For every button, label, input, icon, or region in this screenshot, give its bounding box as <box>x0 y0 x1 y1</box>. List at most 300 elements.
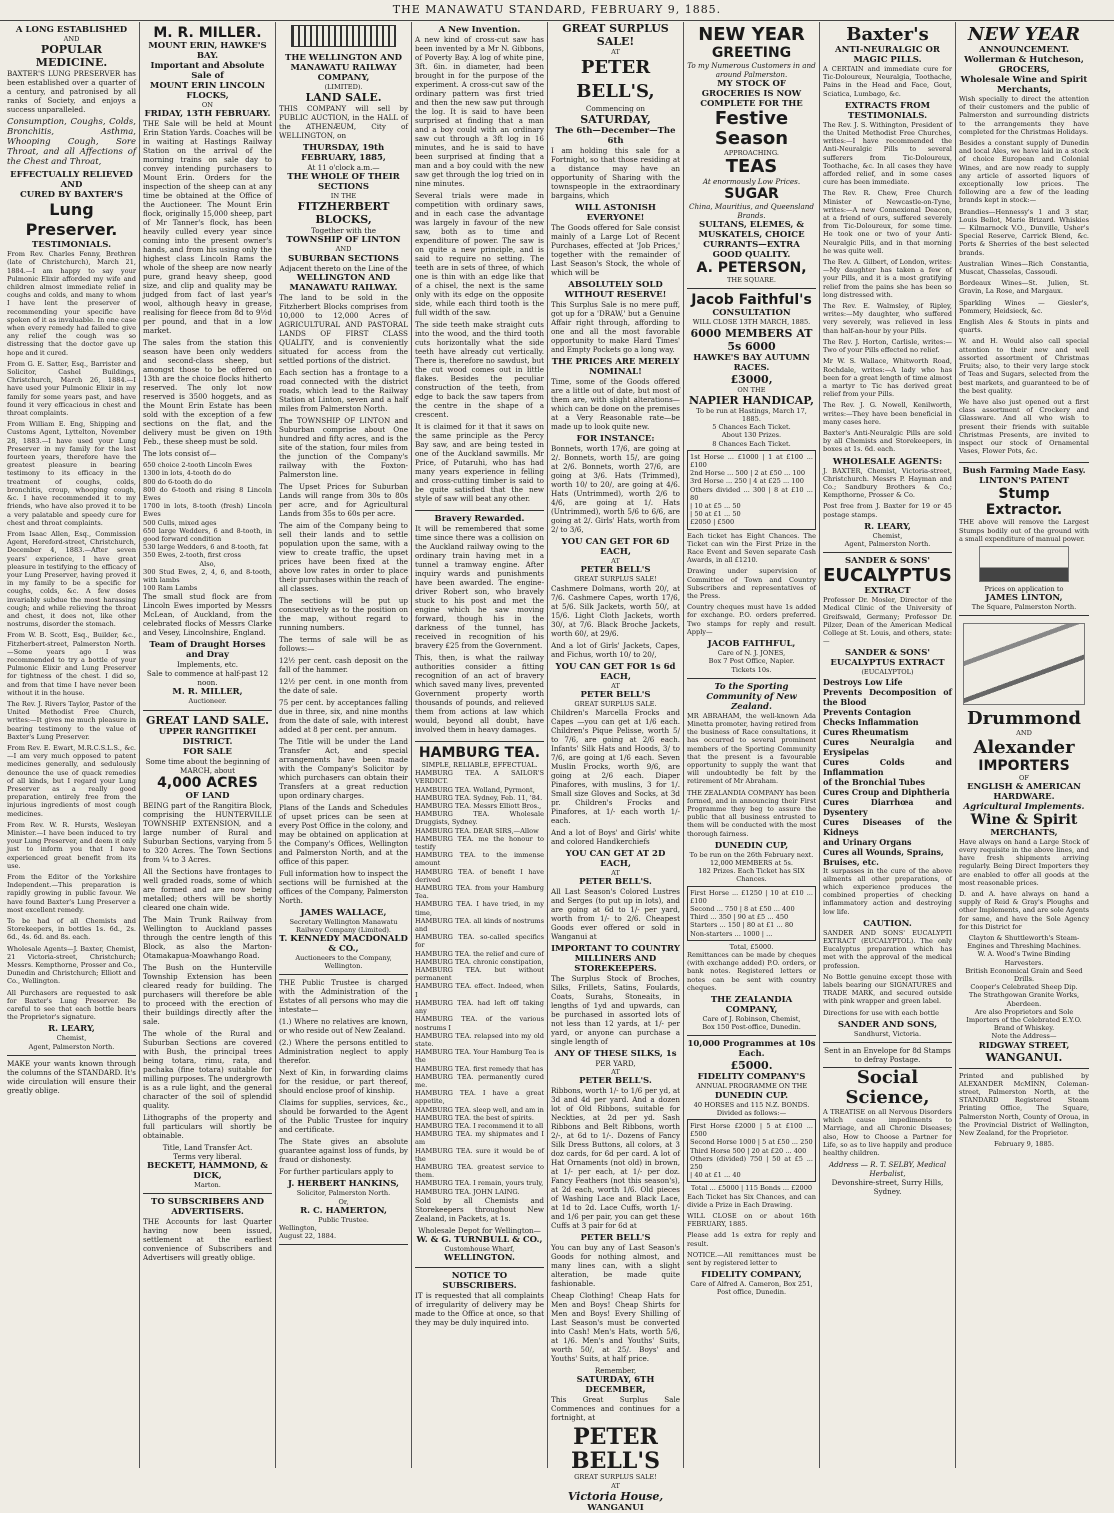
notice-text: IT is requested that all complaints of irregularity of delivery may be made to the Office at once, so that they may be duly inquired into. <box>415 1290 544 1327</box>
ad-text: To be run at Hastings, March 17, 1885. <box>696 406 807 424</box>
ad-text: Next of Kin, in forwarding claims for the residue, or part thereof, should enclose proof of kinship. <box>279 1068 408 1096</box>
cure-item: and Urinary Organs <box>823 836 912 847</box>
testimonial: The Rev. E. Walmsley, of Ripley, writes:—My daughter, who suffered very severely, was relieved in less than half-an-hour by your Pills. <box>823 302 952 335</box>
baxter-pills-ad <box>823 22 952 553</box>
ad-text: 75 per cent. by acceptances falling due in three, six, and nine months from the date of sale, with interest added at 8 per cent. per annum. <box>279 697 408 734</box>
ad-text: Time, some of the Goods offered are a little out of date, but most of them are, with slight alterations—which can be done on the premises at a Very Reasonable rate—be made up to look quite new. <box>551 377 680 432</box>
ad-text: Country cheques must have 1s added for exchange. P.O. orders preferred. Two stamps for reply and result. Apply— <box>687 603 816 636</box>
ad-text: The State gives an absolute guarantee against loss of funds, by fraud or dishonesty. <box>279 1137 408 1165</box>
ad-text: All the Sections have frontages to well graded roads, some of which are formed and are now being metalled; others will be shortly cleared one chain wide. <box>143 866 272 912</box>
ad-heading: Festive Season <box>714 108 789 149</box>
ad-text: This Surplus Sale is no mere puff, got up for a 'DRAW,' but a Genuine Affair right through, affording to one and all the most favorable opportunity to make Hard Times' and Empty Pockets go a long way. <box>551 300 680 355</box>
eucalyptus-ad <box>823 553 952 1043</box>
ad-text: This Great Surplus Sale Commences and continues for a fortnight, at <box>551 1395 680 1423</box>
agent-name: R. LEARY, <box>48 1024 95 1035</box>
column-7 <box>820 22 956 1468</box>
ad-title: M. R. MILLER. <box>153 25 262 41</box>
ad-heading: WELLINGTON. <box>444 1252 515 1263</box>
agent-name: THE ZEALANDIA COMPANY, <box>710 995 793 1015</box>
ad-heading: EXTRACTS FROM TESTIMONIALS. <box>844 100 931 121</box>
ad-text: Lithographs of the property and full particulars will shortly be obtainable. <box>143 1112 272 1140</box>
jacob-faithful-ad <box>687 289 816 678</box>
cure-item: Cures Colds and Inflammation <box>823 756 952 777</box>
ad-text: (EUCALYPTOL) <box>861 668 914 677</box>
ad-text: Sale to commence at half-past 12 noon. <box>146 669 269 688</box>
ad-title: LAND SALE. <box>305 91 382 105</box>
ad-text: (LIMITED). <box>324 83 363 91</box>
ad-text: Full information how to inspect the sections will be furnished at the offices of the Company, Palmerston North. <box>279 868 408 905</box>
ad-text: 5 Chances Each Ticket. <box>712 423 791 432</box>
hamburg-tea-row: HAMBURG TEA. all kinds of nostrums and <box>415 916 544 934</box>
ad-text: Brandies—Hennessy's 1 and 3 star, Louis Bellot, Marie Brizard. Whiskies — Kilmarnock V.O., Dunville, Usher's Special Reserve, Carrick Blend, &c. Ports & Sherries of the best selected brands. <box>959 207 1089 257</box>
testimonial: From the Editor of the Yorkshire Independent.—This preparation is rapidly growing in public favour. We have found Baxter's Lung Preserver a most excellent remedy. <box>7 873 136 914</box>
ad-text: BAXTER'S LUNG PRESERVER has been established over a quarter of a century, and patronised by all ranks of Society, and enjoys a success unparalleled. <box>7 69 136 115</box>
ad-text: SANDER AND SONS' EUCALYPTI EXTRACT (EUCALYPTOL). The only Eucalyptus preparation which has met with the approval of the medical profession. <box>823 928 952 970</box>
ad-text: 12,000 MEMBERS at 5s. <box>709 858 794 867</box>
ad-text: Customhouse Wharf, <box>444 1244 515 1253</box>
ad-text: NOTICE.—All remittances must be sent by registered letter to <box>687 1250 816 1268</box>
railway-engraving <box>291 25 396 47</box>
hamburg-tea-row: HAMBURG TEA. so-called specifics for <box>415 933 544 950</box>
ad-text: Please add 1s extra for reply and result. <box>687 1231 816 1248</box>
hamburg-tea-row: HAMBURG TEA. I recommend it to all <box>415 1121 544 1130</box>
ad-text: Consumption, Coughs, Colds, Bronchitis, Asthma, Whooping Cough, Sore Throat, and all Affections of the Chest and Throat, <box>7 117 136 168</box>
ad-heading: FIDELITY COMPANY'S <box>697 1072 806 1083</box>
shop-town: WANGANUI <box>587 1502 644 1513</box>
column-5 <box>548 22 684 1513</box>
article-text: Several trials were made in competition with ordinary saws, and in each case the advantage was largely in favour of the new saw, both as to time and expenditure of power. The saw is on quite a new principle, and is said to require no setting. The teeth are in sets of three, of which one is thin with an edge like that of a chisel, the next is the same only with its edge on the opposite side, while each third tooth is the full width of the saw. <box>415 191 544 317</box>
ad-text: AT <box>611 1481 620 1490</box>
cure-item: Prevents Contagion <box>823 706 912 717</box>
ad-text: Sydney. <box>873 1187 902 1197</box>
plough-engraving <box>963 623 1085 705</box>
list-item: Also, <box>199 559 216 568</box>
agent-name: BECKETT, HAMMOND, & DICK, <box>147 1160 268 1181</box>
ad-title: NEW YEAR <box>967 24 1081 45</box>
ad-heading: YOU CAN GET FOR 6D EACH, <box>561 537 670 558</box>
ad-text: GREAT SURPLUS SALE! <box>574 1473 657 1482</box>
list-item: 530 large Wedders, 6 and 8-tooth, fat <box>143 543 269 552</box>
hamburg-tea-row: HAMBURG TEA. I have a great appetite, <box>415 1089 544 1106</box>
ad-text: THE Public Trustee is charged with the Administration of the Estates of all persons who may die intestate— <box>279 978 408 1015</box>
ad-text: And a lot of Girls' Jackets, Capes, and Fichus, worth 10/ to 20/, <box>551 640 680 659</box>
hamburg-tea-row: HAMBURG TEA. to the immense amount <box>415 851 544 868</box>
ad-text: Box 7 Post Office, Napier. <box>708 657 795 666</box>
ad-text: AT <box>611 1068 620 1077</box>
bravery-article <box>415 511 544 742</box>
ad-text: AND <box>335 245 352 254</box>
shop-name: PETER BELL'S <box>580 1233 651 1244</box>
envelope-notice: Sent in an Envelope for 8d Stamps to defray Postage. <box>823 1043 952 1068</box>
ad-text: THE Sale will be held at Mount Erin Station Yards. Coaches will be in waiting at Hastings Railway Station on the arrival of the morning trains on sale day to convey intending purchasers to Mount Erin. Orders for the inspection of the sheep can at any time be obtained at the Office of the Auctioneer. The Mount Erin flock, originally 15,000 sheep, part of Mr Tanner's flock, has been heavily culled every year since coming into the present owner's hands, and from his using only the highest class Lincoln Rams the whole of the sheep are now nearly pure, grand heavy sheep, good size, and clip and quality may be judged from fact of last year's wool, although heavy in grease, realising for fleece from 8d to 9½d per pound, and that in a low market. <box>143 119 272 336</box>
ad-heading: EXTRACT <box>864 586 911 597</box>
ad-text: GREAT SURPLUS SALE. <box>574 699 657 708</box>
ad-text: 8 Chances Each Ticket. <box>712 439 791 448</box>
ad-text: August 22, 1884. <box>279 1232 337 1241</box>
ad-text: Or, <box>338 1197 349 1206</box>
ad-heading: MY STOCK OF GROCERIES IS NOW COMPLETE FOR THE <box>700 79 803 109</box>
ad-text: W. and H. Would also call special attention to their new and well assorted assortment of Christmas Fruits; also, to their very large stock of Teas and Sugars, selected from the best markets, and guaranteed to be of the best quality. <box>959 337 1089 395</box>
ad-heading: Agricultural Implements. <box>963 801 1085 812</box>
ad-heading: £3000, <box>730 372 773 386</box>
notice-heading: NOTICE TO SUBSCRIBERS. <box>442 1270 517 1291</box>
ad-text: All Purchasers are requested to ask for Baxter's Lung Preserver. Be careful to see that each bottle bears the Proprietor's signature. <box>7 988 136 1022</box>
list-item: 800 do 6-tooth do do <box>143 477 213 486</box>
ad-text: Address — R. T. SELBY, Medical Herbalist, <box>828 1160 947 1179</box>
ad-text: And a lot of Boys' and Girls' white and colored Handkerchiefs <box>551 828 680 847</box>
cure-item: Destroys Low Life <box>823 676 903 687</box>
cure-item: Cures Neuralgia and Erysipelas <box>823 736 952 757</box>
hamburg-tea-row: HAMBURG TEA. of the various nostrums I <box>415 1015 544 1032</box>
ad-heading: CONSULTATION <box>712 308 791 319</box>
testimonial: The Rev. A. Gilbert, of London, writes:—My daughter has taken a few of your Pills, and it is a most gratifying relief from the pains she has been so long distressed with. <box>823 258 952 299</box>
columns <box>4 22 1110 1513</box>
ad-text: APPROACHING. <box>723 149 780 157</box>
ad-heading: MAGIC PILLS. <box>853 55 922 65</box>
ad-text: WILL CLOSE 13TH MARCH, 1885. <box>692 318 811 327</box>
sale-date: FRIDAY, 13TH FEBRUARY. <box>144 109 271 120</box>
hamburg-tea-row: HAMBURG TEA. greatest service to them. <box>415 1162 544 1180</box>
ad-heading: THE WELLINGTON AND MANAWATU RAILWAY COMPANY, <box>285 53 402 83</box>
ad-text: The small stud flock are from Lincoln Ewes imported by Messrs McLean, of Auckland, from the celebrated flocks of Messrs Clarke and Vesey, Lincolnshire, England. <box>143 592 272 638</box>
ad-heading: ANY OF THESE SILKS, 1s <box>554 1049 677 1060</box>
ad-text: Commencing on <box>585 104 646 114</box>
ad-heading: SATURDAY, 6TH DECEMBER, <box>576 1375 655 1396</box>
ad-text: I am holding this sale for a Fortnight, so that those residing at a distance may have an opportunity of Sharing with the townspeople in the extraordinary bargains, which <box>551 146 680 201</box>
column-2 <box>140 22 276 1468</box>
ad-heading: DUNEDIN CUP. <box>714 1090 789 1101</box>
ad-text: Plans of the Lands and Schedules of upset prices can be seen at every Post Office in the colony, and may be obtained on application at the Company's Offices, Wellington and Palmerston North, and at the office of this paper. <box>279 802 408 866</box>
hamburg-tea-row: HAMBURG TEA. DEAR SIRS,—Allow <box>415 826 539 835</box>
ad-text: Some time about the beginning of <box>145 756 270 766</box>
ad-text: Wholesale Depot for Wellington— <box>418 1225 541 1235</box>
ad-heading: 6000 MEMBERS AT 5s 6000 <box>690 326 813 353</box>
ad-text: The TOWNSHIP OF LINTON and Suburban comprise about One hundred and fifty acres, and is the site of the station, four miles from the junction of the Company's railway with the Foxton-Palmerston line. <box>279 415 408 479</box>
agency-item: Are also Proprietors and Sole Importers of the Celebrated E.Y.O. Brand of Whiskey. <box>966 1007 1082 1033</box>
ad-text: It surpasses in the cure of the above ailments all other preparations, of which experience produces the combined properties of checking inflammatory action and destroying low life. <box>823 866 952 916</box>
list-item: 100 Ram Lambs <box>143 584 198 593</box>
ad-text: 12½ per cent. in one month from the date of sale. <box>279 676 408 695</box>
hamburg-tea-row: HAMBURG TEA. A SAILOR'S VERDICT. <box>415 769 544 786</box>
ad-text: Professor Dr. Mosler, Director of the Medical Clinic of the University of Greifswald, Germany; Professor Dr. Pilzer, Dean of the American Medical College at St. Louis, and others, state:— <box>823 596 952 646</box>
ad-heading: WHOLESALE AGENTS: <box>832 456 943 467</box>
shop-name-large: PETER BELL'S <box>571 1424 660 1475</box>
ad-text: English Ales & Stouts in pints and quarts. <box>959 318 1089 335</box>
column-1 <box>4 22 140 1468</box>
testimonial: The Rev. J. Horton, Carlisle, writes:—Two of your Pills effected no relief. <box>823 337 952 355</box>
list-item: 650 choice 2-tooth Lincoln Ewes <box>143 461 252 470</box>
ad-title: Baxter's <box>846 24 929 45</box>
hamburg-tea-row: HAMBURG TEA. Your Hamburg Tea is the <box>415 1048 544 1065</box>
cure-item: Cures Diarrhœa and Dysentery <box>823 796 952 817</box>
ad-text: Total, £5000. <box>729 942 774 951</box>
ad-text: Devonshire-street, Surry Hills, <box>831 1178 944 1188</box>
prize-row: Starters ... 150 | 80 at £1 ... 80 <box>690 921 794 930</box>
ad-text: ON <box>201 101 214 109</box>
ad-text: GREAT SURPLUS SALE! <box>574 575 657 584</box>
ad-heading: DUNEDIN CUP, <box>714 840 789 851</box>
cure-item: Cures all Wounds, Sprains, <box>823 846 944 857</box>
ad-heading: SUBURBAN SECTIONS <box>288 253 399 264</box>
prize-row: First Horse £2000 | 5 at £100 ... £500 <box>690 1122 813 1139</box>
hamburg-tea-rows <box>415 769 544 1196</box>
ad-text: Tickets 10s. <box>731 665 772 674</box>
ad-text: Cashmere Dolmans, worth 20/, at 7/6. Cashmere Capes, worth 17/6, at 5/6. Silk Jackets, worth 50/, at 15/6. Light Cloth Jackets, worth 30/, at 7/6. Black Broche Jackets, worth 60/, at 29/6. <box>551 583 680 638</box>
ad-text: THE above will remove the Largest Stumps bodily out of the ground with a small expenditure of manual power. <box>959 518 1089 543</box>
ad-text: To be run on the 26th February next. <box>689 850 814 859</box>
ad-text: Remember, <box>594 1366 637 1376</box>
testimonial: Mr W. S. Wallace, Whitworth Road, Rochdale, writes:—A lady who has been for a great length of time almost a martyr to Tic has derived great relief from your Pills. <box>823 357 952 399</box>
subscribers-text: THE Accounts for last Quarter having now been issued, settlement at the earliest convenience of Subscribers and Advertisers will greatly oblige. <box>143 1216 272 1262</box>
hamburg-tea-row: HAMBURG TEA. had left off taking any <box>415 998 544 1016</box>
ad-title: Jacob Faithful's <box>691 292 812 309</box>
testimonial: From W. B. Scott, Esq., Builder, &c., Fitzherbert-street, Palmerston North.—Some years ago I was recommended to try a bottle of your Pulmonic Elixir and Lung Preserver for tightness of the chest. I did so, and from that time I have never been without it in the house. <box>7 631 136 697</box>
ad-title: NEW YEAR <box>698 24 805 45</box>
ad-text: Note the Address— <box>991 1032 1057 1041</box>
ad-text: The Bush on the Hunterville Township Extension has been cleared ready for building. The purchasers will therefore be able to proceed with the erection of their buildings directly after the sale. <box>143 962 272 1026</box>
merchant-name: Wollerman & Hutcheson, <box>964 55 1084 65</box>
shop-address: Victoria House, <box>567 1489 664 1503</box>
ad-heading: SUGAR <box>724 186 779 203</box>
testimonial: The Rev. J. Rivers Taylor, Pastor of the United Methodist Free Church, writes:—It gives me much pleasure in bearing testimony to the value of Baxter's Lung Preserver. <box>7 699 136 741</box>
ad-text: Chemist, <box>872 531 903 540</box>
ad-heading: ANNOUNCEMENT. <box>979 45 1069 55</box>
ad-text: The aim of the Company being to sell their lands and to settle population upon the same, with a view to create traffic, the upset prices have been fixed at the above low rates in order to place their purchases within the reach of all classes. <box>279 520 408 593</box>
article-heading: A New Invention. <box>438 25 521 35</box>
ad-text: Directions for use with each bottle <box>823 1008 939 1017</box>
stump-extractor-ad <box>959 463 1089 616</box>
trustee-name: R. C. HAMERTON, <box>300 1205 387 1216</box>
ad-text: Care of Alfred A. Cameron, Box 251, <box>690 1280 813 1289</box>
maker-name: JAMES LINTON, <box>985 593 1063 604</box>
agency-item: Clayton & Shuttleworth's Steam-Engines and Threshing Machines. <box>967 933 1081 951</box>
ad-text: Bonnets, worth 17/6, are going at 2/. Bonnets, worth 15/, are going at 2/6. Bonnets, worth 27/6, are going at 3/6. Hats (Trimmed), worth 10/ to 20/, are going at 4/6. Hats (Untrimmed), worth 2/6 to 4/6, are going at 1/. Hats (Untrimmed), worth 5/6 to 6/6, are going at 2/. Girls' Hats, worth from 2/ to 3/6, <box>551 444 680 535</box>
grocer-name: A. PETERSON, <box>696 260 807 277</box>
ad-text: For further particulars apply to <box>279 1167 394 1177</box>
ad-text: All Last Season's Colored Lustres and Serges (to put up in lots), and are going at 6d to 1/- per yard, worth from 1/- to 2/6. Cheapest Goods ever offered or sold in Wanganui at <box>551 887 680 942</box>
ad-text: THE SQUARE. <box>727 276 776 285</box>
ad-heading: NAPIER HANDICAP, <box>688 393 814 407</box>
list-item: 800 do 6-tooth and rising 8 Lincoln Ewes <box>143 485 272 503</box>
zealandia-ad <box>687 679 816 1037</box>
prize-row: 1st Horse ... £1000 | 1 at £100 ... £100 <box>690 452 813 470</box>
agent-name: FIDELITY COMPANY, <box>701 1270 802 1281</box>
cure-item: Checks Inflammation <box>823 716 919 727</box>
prize-table <box>687 450 816 530</box>
cure-item: Cures Croup and Diphtheria <box>823 786 950 797</box>
prize-row: 3rd Horse ... 250 | 4 at £25 ... 100 <box>690 477 804 486</box>
ad-text: The Goods offered for Sale consist mainly of a Large Lot of Recent Purchases, effected at 'Job Prices,' together with the remainder of Last Season's Stock, the whole of which will be <box>551 223 680 278</box>
hamburg-tea-row: HAMBURG TEA. sleep well, and am in <box>415 1105 544 1114</box>
ad-heading: FOR INSTANCE: <box>576 434 655 445</box>
list-item: 650 large Wedders, 6 and 8-tooth, in good forward condition <box>143 526 272 544</box>
ad-text: We have also just opened out a first class assortment of Crockery and Glassware. And all who wish to present their friends with suitable Christmas Presents, are invited to inspect our stock of Ornamental Vases, Flower Pots, &c. <box>959 397 1089 456</box>
ad-text: The sections will be put up consecutively as to the position on the map, without regard to running numbers. <box>279 595 408 632</box>
ad-text: The Title will be under the Land Transfer Act, and special arrangements have been made with the Company's Solicitor by which purchasers can obtain their Transfers at a great reduction upon ordinary charges. <box>279 736 408 800</box>
ad-text: Have always on hand a Large Stock of every requisite in the above lines, and have fresh shipments arriving regularly. Being Direct Importers they are enabled to offer all goods at the most reasonable prices. <box>959 837 1089 887</box>
ad-text: Ribbons, worth 1/- to 1/6 per yd, at 3d and 4d per yard. And a dozen lot of Old Ribbons, suitable for Neckties, at 2d per yd. Sash Ribbons and Belt Ribbons, worth 2/-, at 6d to 1/-. Dozens of Fancy Silk Dress Buttons, all colors, at 3 doz cards, for 6d per card. A lot of Hat Ornaments (not old) in brown, at 1/- per each, at 1/- per doz. Fancy Feathers (not this season's), at 2d each, worth 1/6. Old pieces of Washing Lace and Black Lace, at 1d to 2d. Lace Cuffs, worth 1/- and 1/6 per pair, you can get these Cuffs at 3 pair for 6d at <box>551 1086 680 1231</box>
prize-row: Second ... 750 | 8 at £50 ... 400 <box>690 904 795 913</box>
imprint-date: February 9, 1885. <box>994 1140 1054 1149</box>
ad-text: SIMPLE, RELIABLE, EFFECTUAL. <box>421 761 538 769</box>
ad-heading: WANGANUI. <box>985 1050 1063 1064</box>
ad-text: (1.) Where no relatives are known, or who reside out of New Zealand. <box>279 1017 408 1036</box>
ad-title: HAMBURG TEA. <box>418 745 541 761</box>
miller-sale-ad <box>143 22 272 711</box>
article-text: It will be remembered that some time since there was a collision on the Auckland railway owing to the ordinary train having met in a tunnel a tramway engine. After inquiry wards and punishments have been awarded. The engine-driver Robert son, who bravely stuck to his post and met the engine which he saw moving forward, though his in the darkness of the tunnel, has received in recognition of his bravery £25 from the Government. <box>415 524 544 650</box>
ad-text: J. BAXTER, Chemist, Victoria-street, Christchurch. Messrs P. Hayman and Co.; Sandbury Brothers & Co.; Kempthorne, Prosser & Co. <box>823 466 952 500</box>
prize-row: Third ... 350 | 90 at £5 ... 450 <box>690 913 789 922</box>
agency-item: British Economical Grain and Seed Drills. <box>965 966 1083 983</box>
prize-row: First Horse ... £1250 | 10 at £10 ... £100 <box>690 888 813 905</box>
ad-heading: TOWNSHIP OF LINTON <box>286 235 401 246</box>
hamburg-tea-row: HAMBURG TEA. I have tried, in my time, <box>415 900 544 917</box>
masthead <box>0 0 1114 21</box>
ad-text: Cheap Clothing! Cheap Hats for Men and Boys! Cheap Shirts for Men and Boys! Every Shilling of Last Season's must be converted into Cash! Men's Hats, worth 5/6, at 1/6. Men's and Youths' Suits, worth 50/, at 25/. Boys' and Youths' Suits, at half price. <box>551 1291 680 1364</box>
ad-text: Public Trustee. <box>318 1215 369 1224</box>
hamburg-tea-row: HAMBURG TEA. Messrs Elliott Bros., <box>415 802 542 811</box>
shop-name: PETER BELL'S <box>580 689 651 700</box>
ad-heading: WILL ASTONISH EVERYONE! <box>575 203 656 224</box>
ad-text: Wholesale Agents—J. Baxter, Chemist, 21 Victoria-street, Christchurch; Messrs. Kempthorne, Prosser and Co., Dunedin and Christchurch; Elliott and Co., Wellington. <box>7 944 136 986</box>
ad-heading: TEAS <box>725 156 778 178</box>
hamburg-tea-row: HAMBURG TEA. of benefit I have derived <box>415 867 544 884</box>
ad-heading: HAWKE'S BAY AUTUMN RACES. <box>693 352 810 373</box>
hamburg-tea-row: HAMBURG TEA. I remain, yours truly, <box>415 1179 544 1188</box>
ad-heading: Wholesale Wine and Spirit <box>960 75 1088 85</box>
article-text: It is claimed for it that it saws on the same principle as the Percy Bay saw, and are being tested in one of the Auckland sawmills. Mr Price, of Putaruhi, who has had many years experience in felling and cross-cutting timber is said to be quite satisfied that the new style of saw will beat any other. <box>415 422 544 503</box>
ad-title: Social Science, <box>845 1067 930 1109</box>
testimonial: From Rev. E. Ewart, M.R.C.S.L.S., &c.—I am very much opposed to patent medicines generally, and sedulously denounce the use of quack remedies of all kinds, but I regard your Lung Preserver as a really good preparation, entirely free from the injurious ingredients of most cough medicines. <box>7 743 136 818</box>
ad-text: Drawing under supervision of Committee of Town and Country Subscribers and representatives of the Press. <box>687 567 816 601</box>
great-land-sale-ad <box>143 711 272 1194</box>
ad-heading: CURED BY BAXTER'S <box>19 190 124 201</box>
agency-item: Cooper's Celebrated Sheep Dip. <box>970 983 1078 992</box>
prize-row: Third Horse 500 | 20 at £20 ... 400 <box>690 1146 807 1155</box>
ad-text: About 130 Prizes. <box>721 431 782 440</box>
hamburg-tea-row: HAMBURG TEA. Wholesale Druggists, Sydney. <box>415 810 544 827</box>
stump-extractor-engraving <box>979 546 1069 582</box>
article-text: A new kind of cross-cut saw has been invented by a Mr N. Gibbons, of Poverty Bay. A log of white pine, 3ft. 6in. in diameter, had been brought in for the purpose of the experiment. A cross-cut saw of the ordinary pattern was first tried and then the new saw put through the log. It is said to have been surprised at finding that a man and a boy could with an ordinary saw cut through a 3ft log in 16 minutes, and he is said to have been surprised at finding that a man and a boy could with the new saw get through the log tried on in nine minutes. <box>415 35 544 188</box>
imprint: Printed and published by ALEXANDER McMINN, Coleman-street, Palmerston North, at the STANDARD Registered Steam Printing Office, The Square, Palmerston North, County of Oroua, in the Provincial District of Wellington, New Zealand, for the Proprietor. <box>959 1071 1089 1138</box>
column-8 <box>956 22 1092 1468</box>
ad-heading: EFFECTUALLY RELIEVED AND <box>10 170 133 191</box>
hamburg-tea-row: HAMBURG TEA. relapsed into my old state. <box>415 1031 544 1048</box>
cure-item: Bruises, etc. <box>823 856 879 867</box>
new-invention-article <box>415 22 544 511</box>
hamburg-tea-row: HAMBURG TEA. JOHN LAING. <box>415 1187 520 1196</box>
hamburg-tea-row: HAMBURG TEA. first remedy that has <box>415 1064 544 1073</box>
ad-heading: YOU CAN GET AT 2D EACH, <box>565 849 666 870</box>
ad-text: You can buy any of Last Season's Goods for nothing almost, and many lines can, with a slight alteration, be made quite fashionable. <box>551 1243 680 1289</box>
ad-text: Auctioneers to the Company, <box>295 954 392 963</box>
ad-text: Post office, Dunedin. <box>716 1288 787 1297</box>
ad-heading: Team of Draught Horses and Dray <box>149 640 266 661</box>
lots-list <box>143 461 272 592</box>
list-item: 300 Stud Ewes, 2, 4, 6, and 8-tooth, with lambs <box>143 567 272 585</box>
ad-heading: CAUTION. <box>863 918 912 929</box>
ad-text: The whole of the Rural and Suburban Sections are covered with Bush, the principal trees being totara, rimu, rata, and pachaka (fine totara) suitable for milling purposes. The undergrowth is as a rule light, and the general character of the soil of splendid quality. <box>143 1028 272 1110</box>
ad-title: Drummond <box>967 708 1081 730</box>
ad-text: Wellington. <box>324 962 363 971</box>
ad-heading: MOUNT ERIN, HAWKE'S BAY. <box>148 41 267 61</box>
ad-text: Marton. <box>194 1180 221 1189</box>
ad-text: Secretary Wellington Manawatu Railway Company (Limited). <box>289 917 398 934</box>
ad-text: The lots consist of— <box>143 449 217 459</box>
ad-text: WILL CLOSE on or about 16th FEBRUARY, 1885. <box>687 1212 816 1229</box>
hamburg-tea-row: HAMBURG TEA. effect. Indeed, when I <box>415 982 544 999</box>
ad-text: 182 Prizes. Each Ticket has SIX Chances. <box>698 867 805 884</box>
prize-row: | 50 at £1 ... 50 <box>690 510 741 519</box>
ad-text: Auctioneer. <box>188 697 227 706</box>
ad-heading: THE PRICES ARE MERELY NOMINAL! <box>551 357 680 378</box>
ad-text: Prices on application to <box>984 584 1064 593</box>
ad-text: Australian Wines—Rich Constantia, Muscat, Chasselas, Cassoudi. <box>959 259 1089 277</box>
ad-heading: WELLINGTON AND MANAWATU RAILWAY. <box>289 272 398 293</box>
public-trustee-ad <box>279 975 408 1245</box>
ad-text: Care of N. J. JONES, <box>717 649 786 658</box>
ad-text: A TREATISE on all Nervous Disorders which cause impediments to Marriage, and all Chronic Diseases; also, How to Choose a Partner for Life, so as to live happily and produce healthy children. <box>823 1108 952 1158</box>
wollerman-ad <box>959 22 1089 463</box>
ad-title: GREAT LAND SALE. <box>146 713 269 727</box>
ad-text: 12½ per cent. cash deposit on the fall of the hammer. <box>279 655 408 674</box>
ad-text: The terms of sale will be as follows:— <box>279 634 408 653</box>
agent-text: Agent, Palmerston North. <box>28 1042 115 1051</box>
ad-heading: IMPORTERS <box>978 757 1070 774</box>
ad-text: Together with the <box>311 226 376 236</box>
acres-heading: 4,000 ACRES <box>157 774 258 791</box>
ad-text: MARCH, about <box>179 765 236 775</box>
ad-text: THE ZEALANDIA COMPANY has been formed, and in announcing their First Programme they beg to assure the public that all business entrusted to them will be conducted with the most thorough fairness. <box>687 788 816 838</box>
ad-heading: AND <box>63 35 80 43</box>
ad-heading: POPULAR MEDICINE. <box>35 43 108 70</box>
ad-heading: Merchants, <box>996 85 1051 95</box>
ad-text: At enormously Low Prices. <box>702 177 801 187</box>
testimonial: The Rev. J. G. Nowell, Kenilworth, writes:—They have been beneficial in many cases here. <box>823 401 952 426</box>
ad-heading: A LONG ESTABLISHED <box>15 25 128 35</box>
hamburg-tea-row: HAMBURG TEA. the best of spirits. <box>415 1113 534 1122</box>
ad-title: Lung Preserver. <box>25 200 118 240</box>
ad-heading: SULTANS, ELEMES, & MUSKATELS, CHOICE CURRANTS—EXTRA GOOD QUALITY. <box>698 220 805 261</box>
ad-text: AT <box>611 557 620 566</box>
ad-text: Implements, etc. <box>176 660 239 670</box>
ad-heading: ABSOLUTELY SOLD WITHOUT RESERVE! <box>564 280 667 301</box>
ad-text: At 11 o'clock a.m.— <box>307 163 380 173</box>
prize-row: Non-starters ... 1000 | ... <box>690 929 773 938</box>
hamburg-tea-row: HAMBURG TEA. chronic constipation, <box>415 957 544 966</box>
prize-row: £2050 | £500 <box>690 518 735 527</box>
testimonial: From Isaac Allen, Esq., Commission Agent, Hereford-street, Christchurch, December 4, 1883.—After seven years' experience, I have great pleasure in testifying to the efficacy of your Lung Preserver, having proved it in my family to be a specific for coughs, colds, &c. A few doses invariably subdue the most harassing cough; and while relieving the throat and chest, it does not, like other nostrums, disorder the stomach. <box>7 529 136 629</box>
ad-text: Wellington, <box>279 1224 317 1233</box>
peterson-ad <box>687 22 816 289</box>
masthead-title: THE MANAWATU STANDARD, FEBRUARY 9, 1885. <box>392 3 722 16</box>
ad-text: Total ... £5000 | 115 Bonds ... £2000 <box>690 1184 813 1193</box>
article-heading: Bravery Rewarded. <box>434 514 525 524</box>
hamburg-tea-row: HAMBURG TEA. Sydney, Feb. 11, '84. <box>415 793 543 802</box>
ad-title: Alexander <box>973 736 1075 758</box>
ad-title: EUCALYPTUS <box>823 565 952 587</box>
list-item: 1700 in lots, 8-tooth (fresh) Lincoln Ewes <box>143 502 272 519</box>
article-text: This, then, is what the railway authorities consider a fitting recognition of an act of bravery which saved many lives, prevented Government property worth thousands of pounds, and relieved them from actions at law which would, beyond all doubt, have involved them in heavy damages. <box>415 653 544 734</box>
ad-heading: ANTI-NEURALGIC OR <box>835 45 940 55</box>
list-item: 350 Ewes, 2-tooth, first cross <box>143 551 241 560</box>
ad-text: The Main Trunk Railway from Wellington to Auckland passes through the centre length of this Block, as also the Marton-Otamakapua-Moawhango Road. <box>143 914 272 960</box>
ad-heading: MOUNT ERIN LINCOLN FLOCKS, <box>149 81 266 101</box>
hamburg-tea-ad <box>415 742 544 1268</box>
ad-heading: 10,000 Programmes at 10s Each. <box>687 1039 816 1060</box>
article-text: The side teeth make straight cuts into the wood, and the third tooth cuts horizontally what the side teeth have already cut vertically. There is, therefore no sawdust, but the cut wood comes out in little flakes. Besides the peculiar construction of the teeth, from edge to back the saw tapers from the centre in the shape of a crescent. <box>415 320 544 419</box>
ad-title: Stump Extractor. <box>985 486 1063 519</box>
